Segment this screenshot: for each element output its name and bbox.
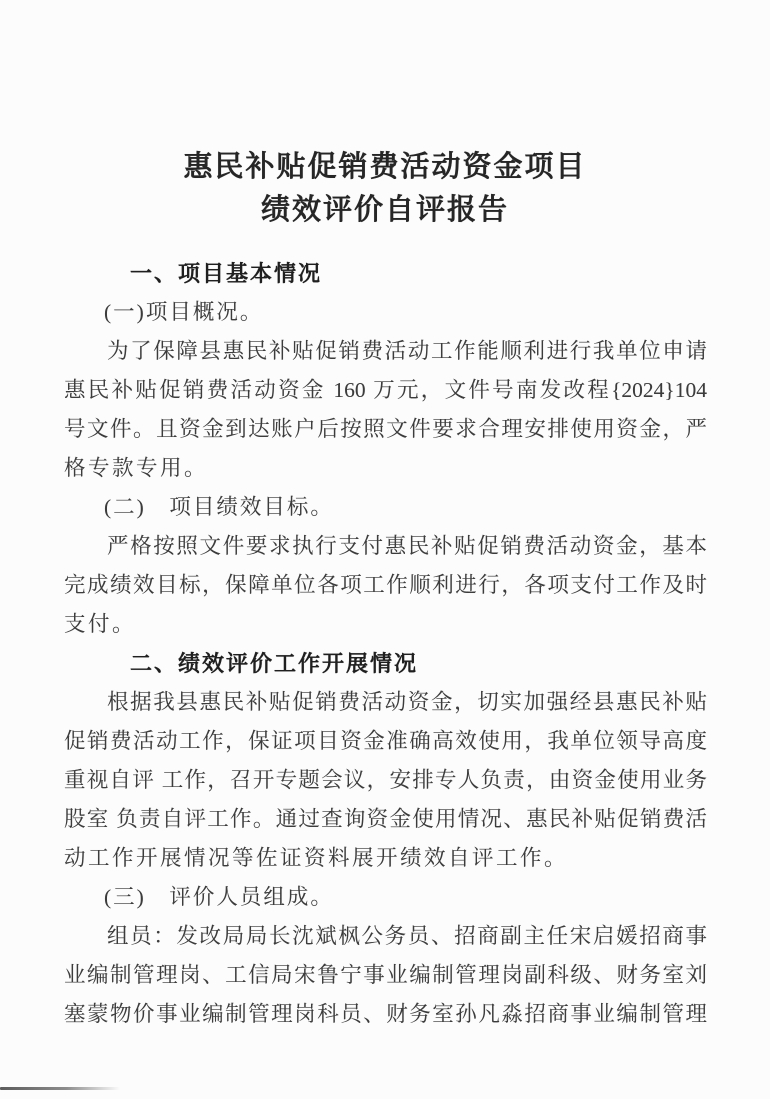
section-1-heading: 一、项目基本情况 (130, 261, 323, 286)
paragraph-3-line-2: 促销费活动工作，保证项目资金准确高效使用，我单位领导高度 (64, 729, 707, 753)
paragraph-3-line-1: 根据我县惠民补贴促销费活动资金，切实加强经县惠民补贴 (107, 690, 707, 714)
report-title-line-1: 惠民补贴促销费活动资金项目 (183, 151, 587, 183)
subsection-1-2-heading: (二) 项目绩效目标。 (104, 495, 334, 519)
report-title-line-2: 绩效评价自评报告 (260, 194, 509, 226)
paragraph-4-line-2: 业编制管理岗、工信局宋鲁宁事业编制管理岗副科级、财务室刘 (64, 963, 707, 987)
subsection-2-3-heading: (三) 评价人员组成。 (104, 885, 334, 909)
paragraph-1-line-4: 格专款专用。 (64, 456, 209, 480)
paragraph-2-line-3: 支付。 (64, 612, 137, 636)
paragraph-4-line-3: 塞蒙物价事业编制管理岗科员、财务室孙凡淼招商事业编制管理 (64, 1002, 707, 1026)
scan-artifact-streak (0, 1087, 120, 1090)
paragraph-1-line-1: 为了保障县惠民补贴促销费活动工作能顺利进行我单位申请 (107, 339, 707, 363)
subsection-1-1-heading: (一)项目概况。 (104, 300, 264, 324)
section-2-heading: 二、绩效评价工作开展情况 (130, 651, 419, 676)
paragraph-3-line-4: 股室 负责自评工作。通过查询资金使用情况、惠民补贴促销费活 (64, 807, 707, 831)
paragraph-1-line-2: 惠民补贴促销费活动资金 160 万元，文件号南发改程{2024}104 (64, 378, 707, 402)
paragraph-1-line-3: 号文件。且资金到达账户后按照文件要求合理安排使用资金，严 (64, 417, 707, 441)
report-body (64, 254, 707, 1034)
paragraph-2-line-1: 严格按照文件要求执行支付惠民补贴促销费活动资金，基本 (107, 534, 707, 558)
paragraph-3-line-3: 重视自评 工作，召开专题会议，安排专人负责，由资金使用业务 (64, 768, 707, 792)
paragraph-3-line-5: 动工作开展情况等佐证资料展开绩效自评工作。 (64, 846, 569, 870)
report-title (0, 146, 770, 232)
paragraph-2-line-2: 完成绩效目标，保障单位各项工作顺利进行，各项支付工作及时 (64, 573, 707, 597)
paragraph-4-line-1: 组员：发改局局长沈斌枫公务员、招商副主任宋启媛招商事 (107, 924, 707, 948)
